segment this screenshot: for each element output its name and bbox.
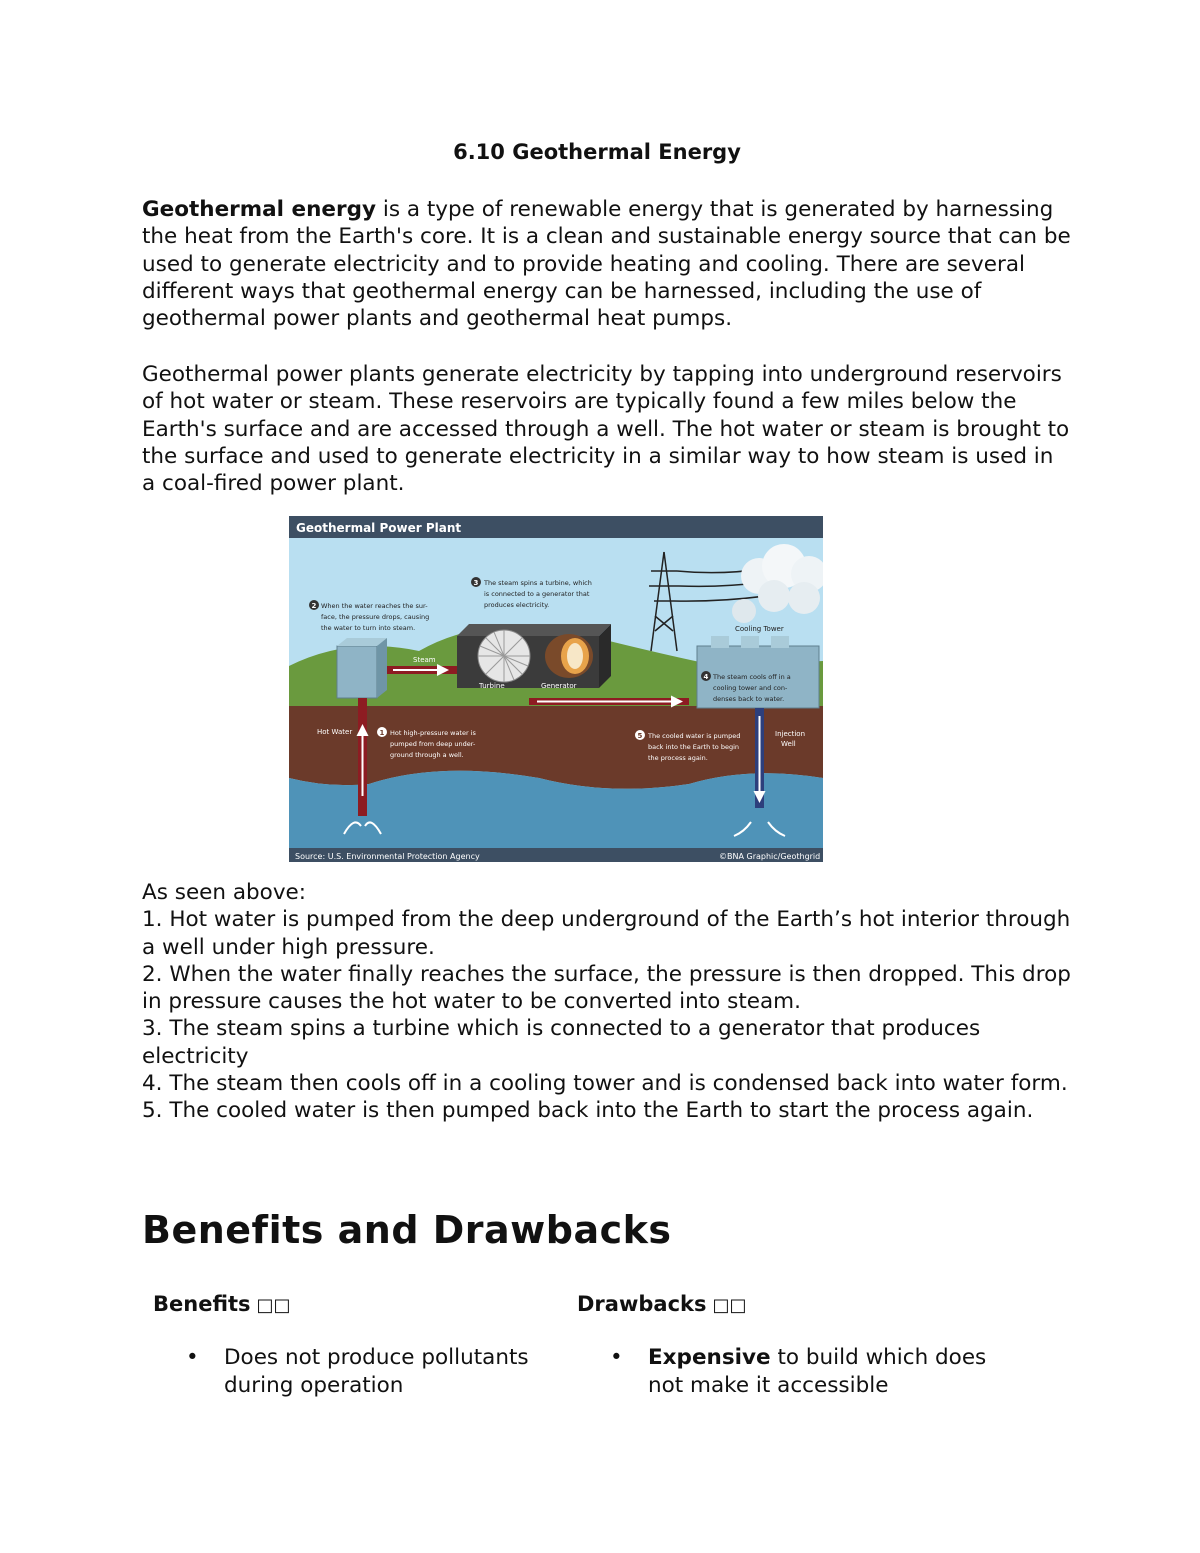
svg-text:is connected to a generator th: is connected to a generator that: [484, 590, 590, 598]
svg-text:cooling tower and con-: cooling tower and con-: [713, 684, 788, 692]
figure-credit: ©BNA Graphic/Geothgrid: [719, 852, 821, 861]
document-title: 6.10 Geothermal Energy: [453, 140, 741, 164]
svg-text:5: 5: [637, 732, 643, 740]
svg-text:Hot high-pressure water is: Hot high-pressure water is: [390, 729, 476, 737]
svg-text:The steam cools off in a: The steam cools off in a: [713, 673, 791, 681]
svg-text:produces electricity.: produces electricity.: [484, 601, 550, 609]
label-generator: Generator: [541, 682, 577, 690]
label-well: Well: [781, 740, 796, 748]
svg-text:the process again.: the process again.: [648, 754, 708, 762]
label-turbine: Turbine: [479, 682, 505, 690]
steps-lead: As seen above:: [142, 880, 307, 905]
svg-text:The cooled water is pumped: The cooled water is pumped: [648, 732, 741, 740]
svg-text:denses back to water.: denses back to water.: [713, 695, 785, 703]
svg-text:2: 2: [311, 602, 317, 610]
svg-text:1: 1: [379, 729, 385, 737]
separator-building: [337, 646, 377, 698]
step-item-4: 4. The steam then cools off in a cooling tower and is condensed back into water form.: [142, 1071, 1068, 1097]
benefits-column: [153, 1292, 573, 1400]
step-item-2: 2. When the water finally reaches the surface, the pressure is then dropped. This drop in pressure causes the hot water to be converted into steam.: [142, 961, 1071, 1015]
drawbacks-column: [577, 1292, 997, 1400]
intro-bold-term: Geothermal energy: [142, 197, 377, 222]
figure-source: Source: U.S. Environmental Protection Agency: [295, 852, 480, 861]
drawback-item-1-text: to build which does not make it accessible: [648, 1345, 987, 1398]
label-hot-water: Hot Water: [317, 728, 353, 736]
callout-2: [309, 600, 429, 632]
intro-paragraph: [142, 196, 1072, 332]
bullet-icon: •: [610, 1345, 623, 1370]
drawback-item-1-bold: Expensive: [648, 1345, 771, 1370]
section-heading: Benefits and Drawbacks: [142, 1208, 672, 1252]
benefits-heading-text: Benefits: [153, 1292, 251, 1316]
benefits-icon-glyphs: □□: [256, 1295, 291, 1316]
label-steam: Steam: [413, 656, 436, 664]
drawback-item-1: [577, 1344, 997, 1400]
svg-text:the water to turn into steam.: the water to turn into steam.: [321, 624, 416, 632]
drawbacks-icon-glyphs: □□: [712, 1295, 747, 1316]
benefit-item-1: [153, 1344, 573, 1400]
step-item-3: 3. The steam spins a turbine which is connected to a generator that produces electricity: [142, 1016, 981, 1069]
svg-text:back into the Earth to begin: back into the Earth to begin: [648, 743, 740, 751]
svg-text:pumped from deep under-: pumped from deep under-: [390, 740, 476, 748]
callout-4: [701, 671, 791, 703]
power-plant-paragraph: Geothermal power plants generate electricity by tapping into underground reservoirs of hot water or steam. These reservoirs are typically found a few miles below the Earth's surface and are accessed through a well. The hot water or steam is brought to the surface and used to generate electricity in a similar way to how steam is used in a coal-fired power plant.: [142, 362, 1070, 497]
intro-text: is a type of renewable energy that is generated by harnessing the heat from the Earth's core. It is a clean and sustainable energy source that can be used to generate electricity and to provide heating and cooling. There are several different ways that geothermal energy can be harnessed, including the use of geothermal power plants and geothermal heat pumps.: [142, 197, 1071, 332]
benefits-heading: [153, 1292, 573, 1322]
figure-title: Geothermal Power Plant: [296, 521, 462, 535]
geothermal-diagram: [289, 516, 823, 862]
step-item-1: 1. Hot water is pumped from the deep underground of the Earth’s hot interior through a well under high pressure.: [142, 907, 1071, 960]
svg-text:4: 4: [703, 673, 709, 681]
drawbacks-heading-text: Drawbacks: [577, 1292, 707, 1316]
step-item-5: 5. The cooled water is then pumped back into the Earth to start the process again.: [142, 1098, 1034, 1124]
svg-text:The steam spins a turbine, whi: The steam spins a turbine, which: [484, 579, 592, 587]
drawbacks-heading: [577, 1292, 997, 1322]
svg-text:ground through a well.: ground through a well.: [390, 751, 464, 759]
svg-text:3: 3: [473, 579, 479, 587]
benefit-item-1-text: Does not produce pollutants during operation: [224, 1345, 529, 1398]
steps-list: [142, 879, 1072, 1125]
separator-building-side: [377, 638, 387, 698]
callout-1: [377, 727, 477, 759]
label-injection: Injection: [775, 730, 806, 738]
label-cooling-tower: Cooling Tower: [735, 625, 784, 633]
bullet-icon: •: [186, 1345, 199, 1370]
svg-text:When the water reaches the sur: When the water reaches the sur-: [321, 602, 428, 610]
svg-text:face, the pressure drops, caus: face, the pressure drops, causing: [321, 613, 430, 621]
